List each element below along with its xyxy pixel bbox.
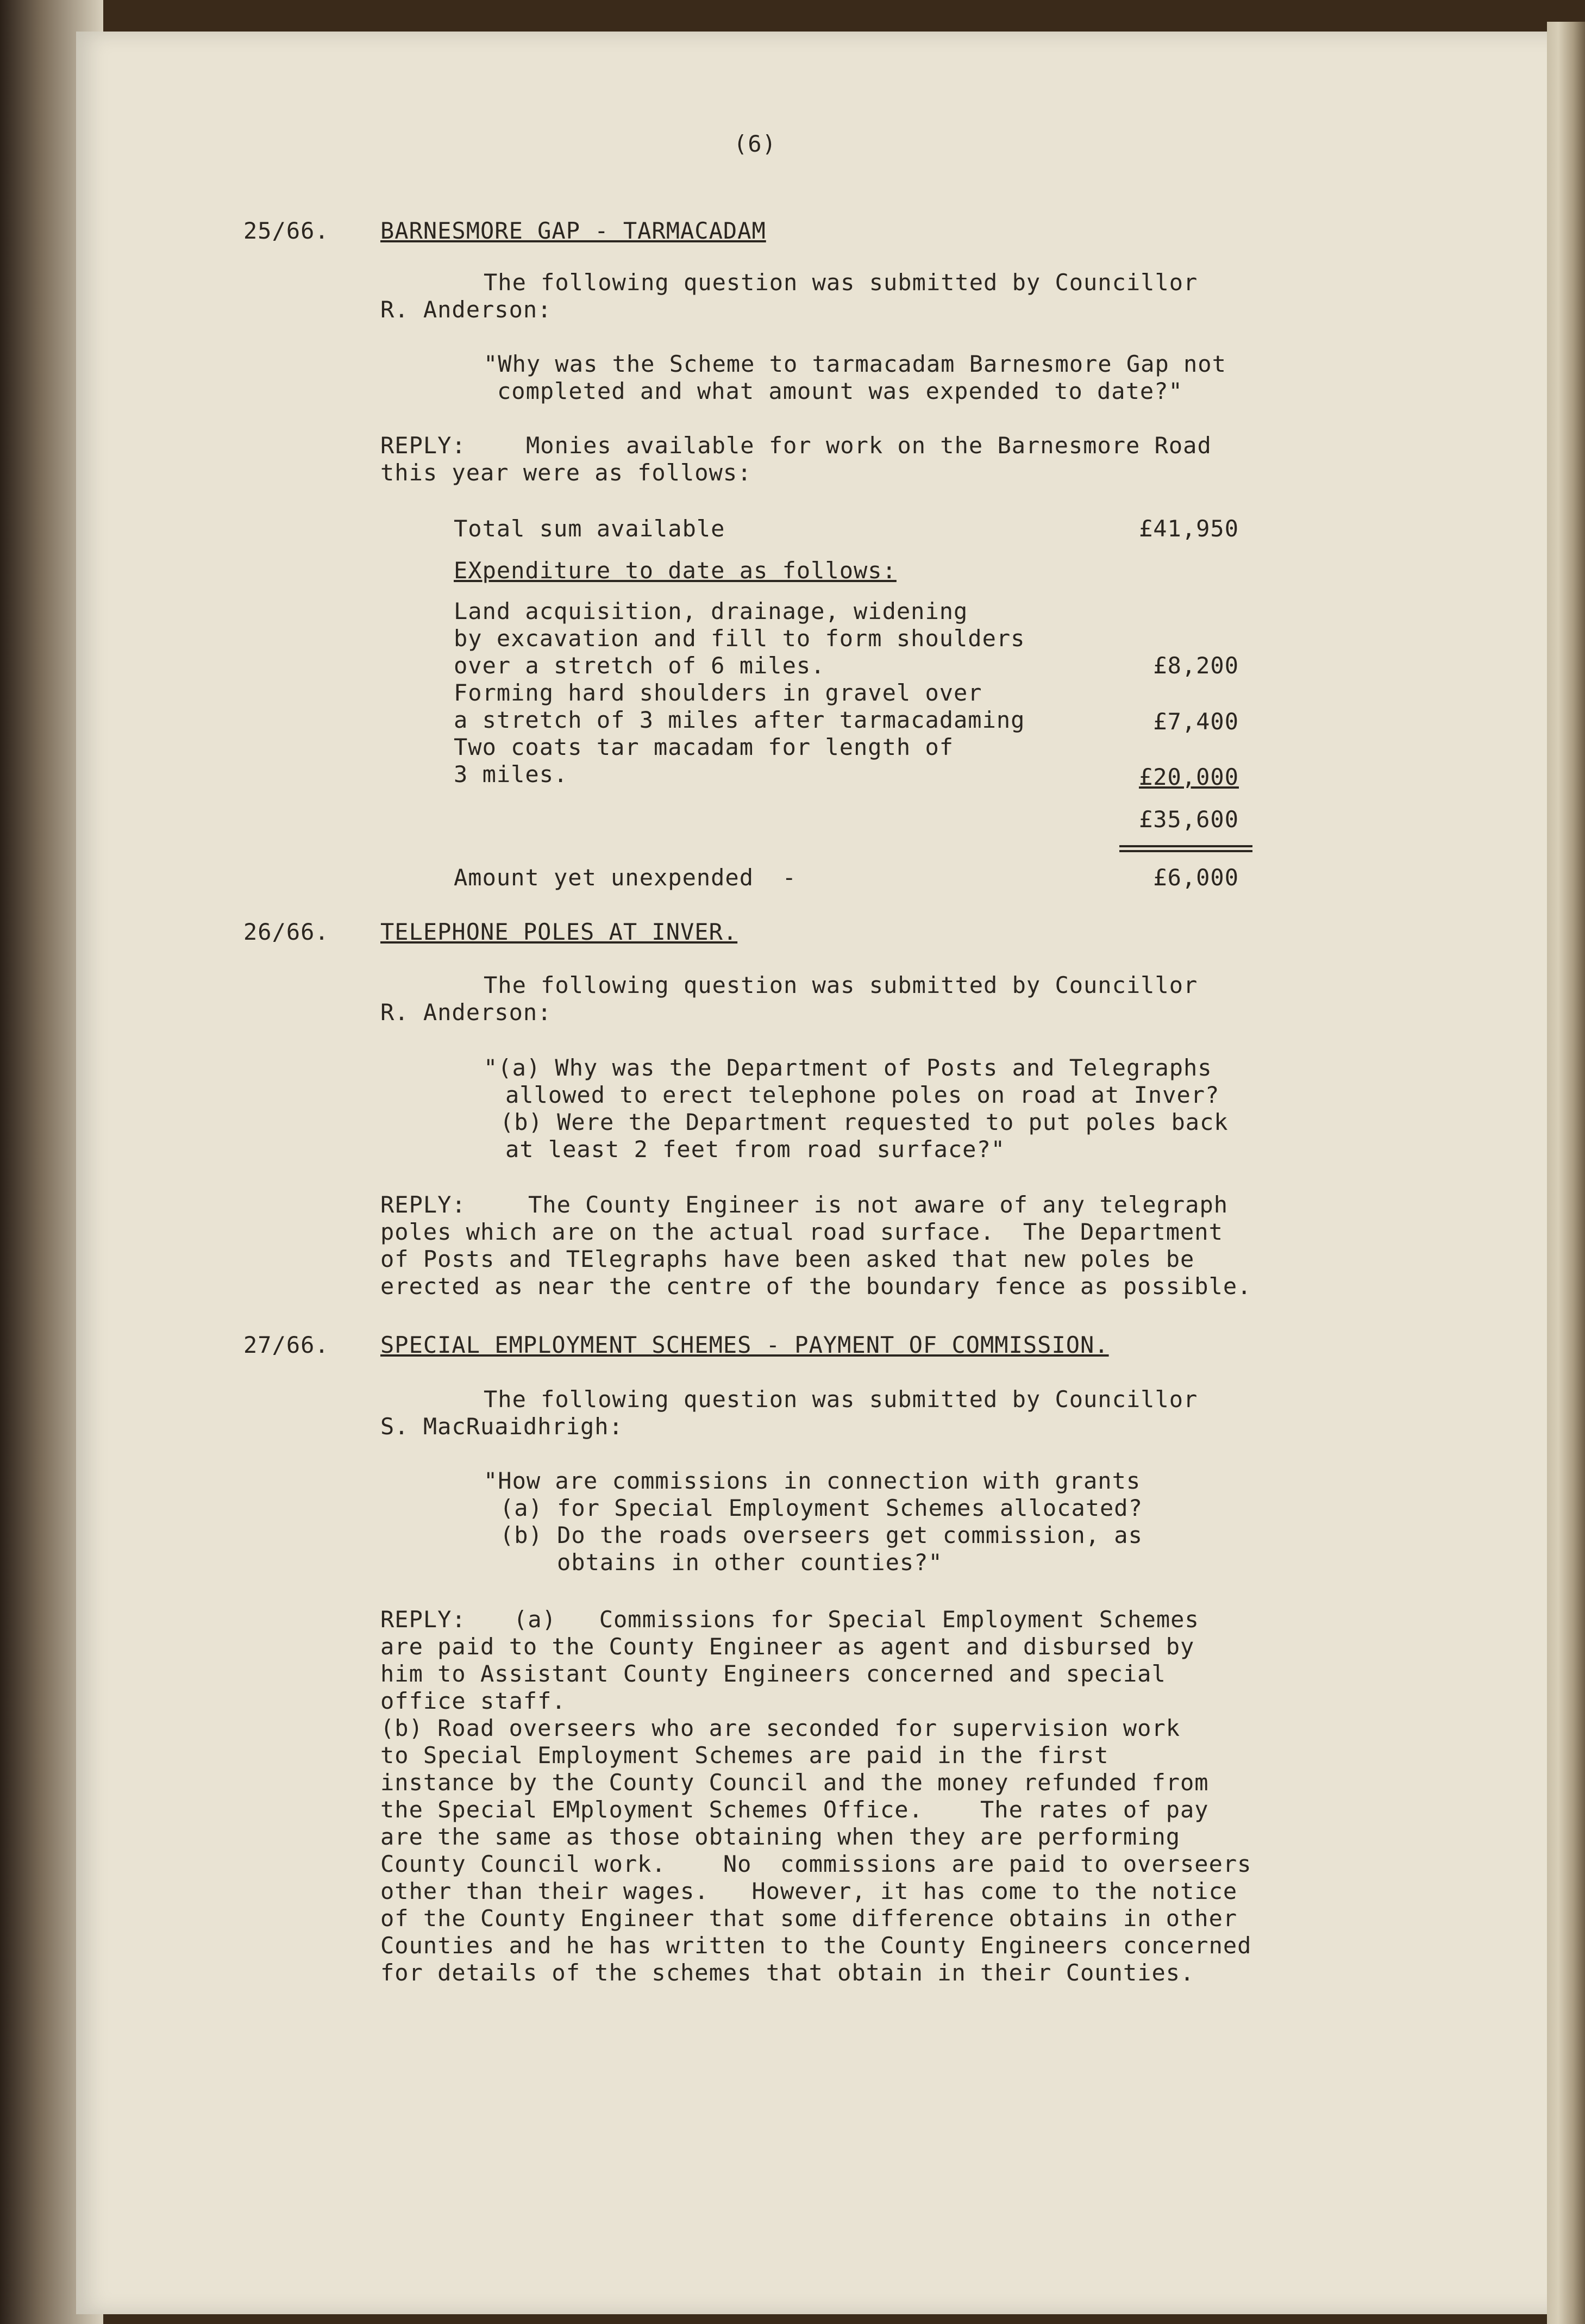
item-heading: SPECIAL EMPLOYMENT SCHEMES - PAYMENT OF COMMISSION. [380, 1332, 1109, 1358]
reply-line: instance by the County Council and the money refunded from [380, 1769, 1209, 1796]
item-number: 27/66. [243, 1332, 329, 1358]
question-line: (b) Do the roads overseers get commission, as [500, 1522, 1143, 1548]
expense-value: £8,200 [1153, 652, 1239, 679]
reply-line: erected as near the centre of the boundary fence as possible. [380, 1273, 1252, 1300]
reply-line: poles which are on the actual road surface. The Department [380, 1219, 1223, 1245]
reply-line: for details of the schemes that obtain in their Counties. [380, 1959, 1195, 1986]
question-line: completed and what amount was expended to date?" [497, 378, 1183, 404]
reply-line: him to Assistant County Engineers concerned and special [380, 1660, 1166, 1687]
expense-line: over a stretch of 6 miles. [454, 652, 825, 679]
intro-line: The following question was submitted by Councillor [484, 269, 1198, 296]
subtotal-value: £35,600 [1138, 806, 1239, 833]
total-value: £41,950 [1138, 515, 1239, 542]
reply-line: Monies available for work on the Barnesmore Road [526, 432, 1212, 459]
unexpended-value: £6,000 [1153, 864, 1239, 891]
reply-line: Counties and he has written to the County Engineers concerned [380, 1932, 1252, 1959]
reply-line: the Special EMployment Schemes Office. The rates of pay [380, 1796, 1209, 1823]
intro-line: R. Anderson: [380, 999, 552, 1026]
reply-line: (a) Commissions for Special Employment Schemes [513, 1606, 1199, 1633]
expenditure-heading: EXpenditure to date as follows: [454, 557, 897, 584]
reply-label: REPLY: [380, 1606, 466, 1633]
expense-line: 3 miles. [454, 761, 568, 788]
intro-line: S. MacRuaidhrigh: [380, 1413, 623, 1440]
intro-line: The following question was submitted by Councillor [484, 1386, 1198, 1413]
double-rule [1119, 850, 1252, 852]
expense-line: a stretch of 3 miles after tarmacadaming [454, 707, 1025, 733]
reply-line: County Council work. No commissions are paid to overseers [380, 1851, 1252, 1877]
expense-line: by excavation and fill to form shoulders [454, 625, 1025, 652]
question-line: (b) Were the Department requested to put poles back [500, 1109, 1229, 1135]
expense-line: Forming hard shoulders in gravel over [454, 679, 982, 706]
double-rule [1119, 845, 1252, 847]
question-line: "(a) Why was the Department of Posts and Telegraphs [484, 1054, 1212, 1081]
reply-line: to Special Employment Schemes are paid in the first [380, 1742, 1109, 1769]
question-line: at least 2 feet from road surface?" [505, 1136, 1006, 1163]
reply-line: this year were as follows: [380, 459, 752, 486]
expense-line: Land acquisition, drainage, widening [454, 598, 968, 624]
intro-line: The following question was submitted by Councillor [484, 972, 1198, 998]
item-number: 26/66. [243, 919, 329, 945]
total-label: Total sum available [454, 515, 725, 542]
reply-label: REPLY: [380, 1191, 466, 1218]
reply-line: (b) Road overseers who are seconded for supervision work [380, 1715, 1181, 1741]
item-heading: BARNESMORE GAP - TARMACADAM [380, 217, 766, 244]
expense-value: £7,400 [1153, 708, 1239, 735]
unexpended-label: Amount yet unexpended - [454, 864, 797, 891]
question-line: obtains in other counties?" [557, 1549, 943, 1576]
reply-line: are paid to the County Engineer as agent and disbursed by [380, 1633, 1195, 1660]
page-edge [1547, 22, 1585, 2324]
expense-line: Two coats tar macadam for length of [454, 734, 954, 760]
question-line: "How are commissions in connection with grants [484, 1467, 1141, 1494]
reply-line: are the same as those obtaining when they are performing [380, 1823, 1181, 1850]
expense-value: £20,000 [1138, 764, 1239, 790]
reply-line: other than their wages. However, it has come to the notice [380, 1878, 1238, 1904]
reply-line: of the County Engineer that some difference obtains in other [380, 1905, 1238, 1932]
item-heading: TELEPHONE POLES AT INVER. [380, 919, 738, 945]
item-number: 25/66. [243, 217, 329, 244]
question-line: (a) for Special Employment Schemes allocated? [500, 1495, 1143, 1521]
intro-line: R. Anderson: [380, 296, 552, 323]
reply-line: The County Engineer is not aware of any telegraph [528, 1191, 1229, 1218]
reply-label: REPLY: [380, 432, 466, 459]
question-line: allowed to erect telephone poles on road at Inver? [505, 1082, 1220, 1108]
reply-line: office staff. [380, 1688, 566, 1714]
question-line: "Why was the Scheme to tarmacadam Barnesmore Gap not [484, 351, 1226, 377]
reply-line: of Posts and TElegraphs have been asked that new poles be [380, 1246, 1195, 1272]
page-number: (6) [734, 130, 776, 157]
